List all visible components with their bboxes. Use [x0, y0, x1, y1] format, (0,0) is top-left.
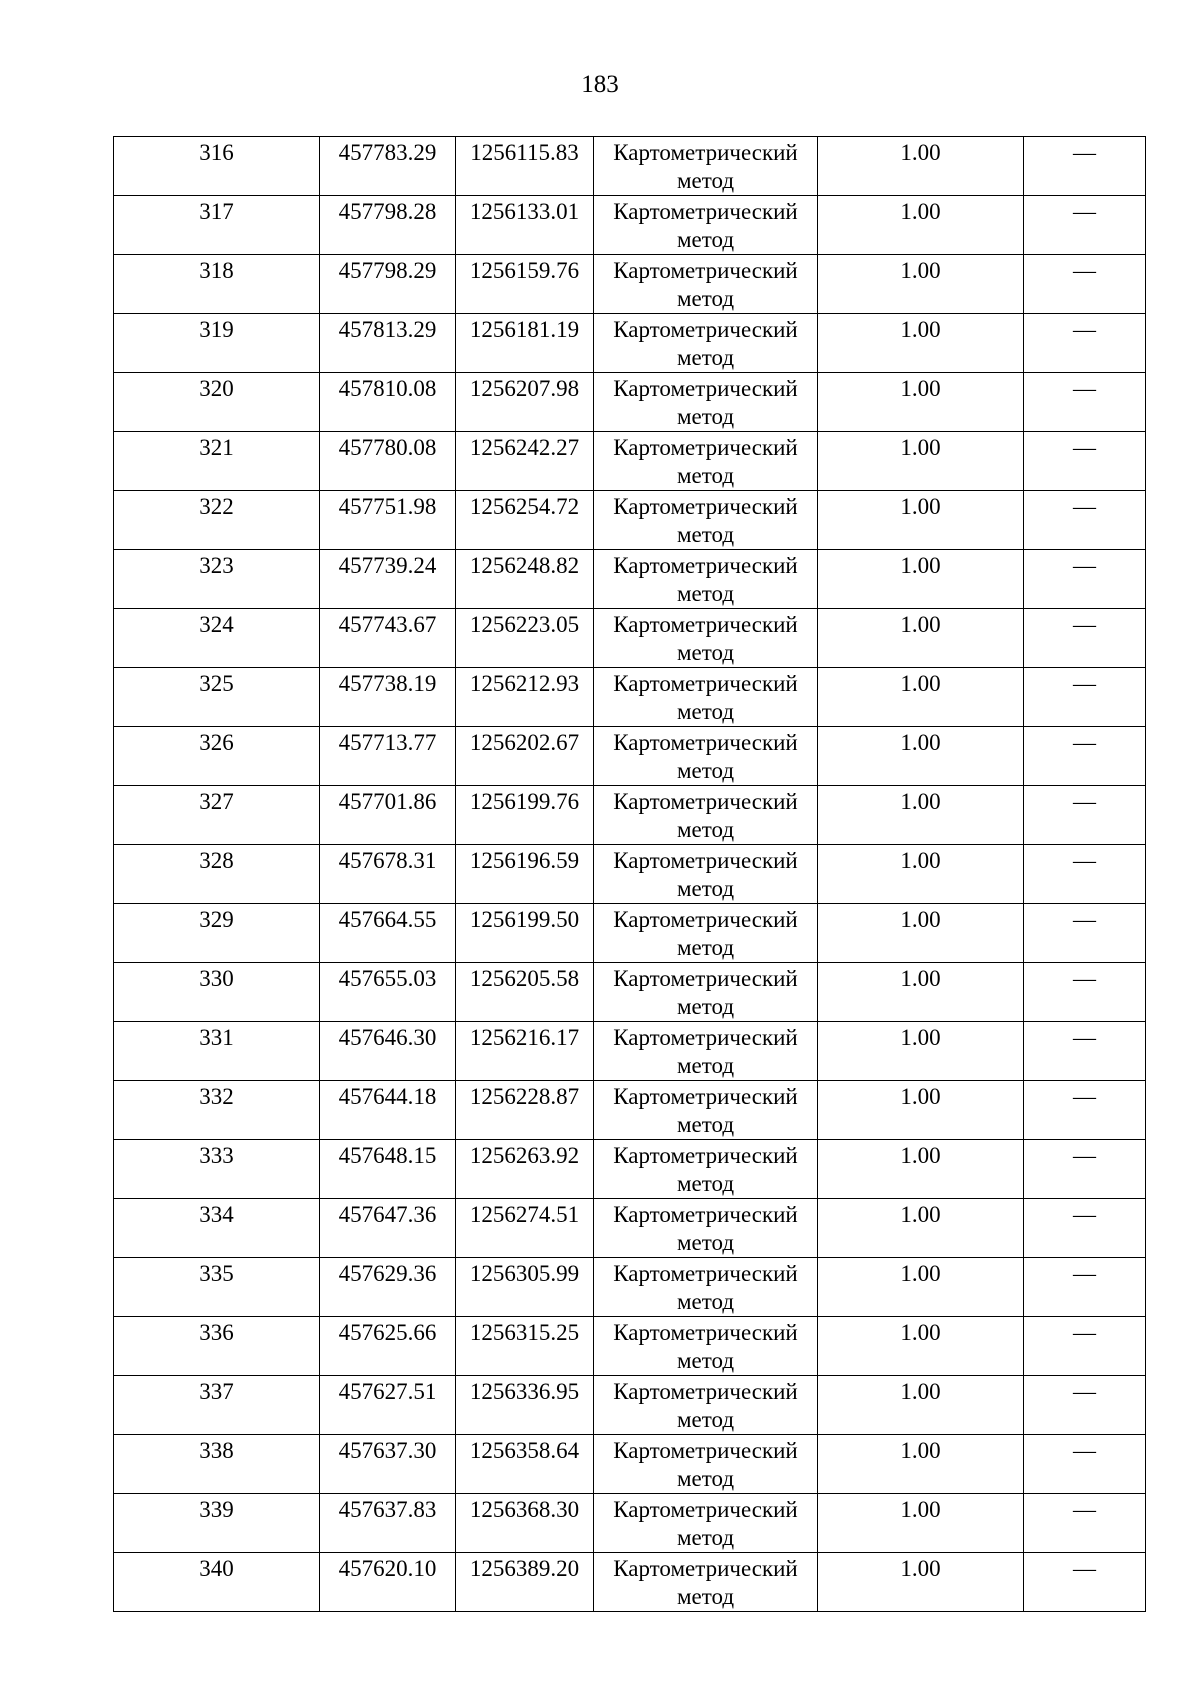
method-cell — [594, 845, 818, 904]
y-coordinate-cell: 1256199.76 — [456, 786, 594, 845]
accuracy-cell: 1.00 — [818, 1435, 1024, 1494]
method-line-1: Картометрический — [613, 907, 798, 932]
method-cell — [594, 1553, 818, 1612]
y-coordinate-cell: 1256205.58 — [456, 963, 594, 1022]
method-line-2: метод — [676, 286, 735, 311]
table-row — [114, 1494, 1146, 1553]
method-line-1: Картометрический — [613, 1497, 798, 1522]
point-number-cell: 338 — [114, 1435, 320, 1494]
method-cell — [594, 727, 818, 786]
method-cell — [594, 137, 818, 196]
table-row — [114, 550, 1146, 609]
accuracy-cell: 1.00 — [818, 550, 1024, 609]
method-line-2: метод — [676, 1407, 735, 1432]
y-coordinate-cell: 1256368.30 — [456, 1494, 594, 1553]
accuracy-cell: 1.00 — [818, 963, 1024, 1022]
table-row — [114, 1199, 1146, 1258]
method-line-2: метод — [676, 345, 735, 370]
point-number-cell: 319 — [114, 314, 320, 373]
accuracy-cell: 1.00 — [818, 727, 1024, 786]
method-line-2: метод — [676, 1466, 735, 1491]
x-coordinate-cell: 457625.66 — [320, 1317, 456, 1376]
note-cell: — — [1024, 904, 1146, 963]
method-cell — [594, 1494, 818, 1553]
x-coordinate-cell: 457646.30 — [320, 1022, 456, 1081]
method-line-1: Картометрический — [613, 1143, 798, 1168]
method-line-2: метод — [676, 1053, 735, 1078]
method-line-2: метод — [676, 1525, 735, 1550]
method-line-2: метод — [676, 463, 735, 488]
method-cell — [594, 491, 818, 550]
table-row — [114, 373, 1146, 432]
x-coordinate-cell: 457798.28 — [320, 196, 456, 255]
point-number-cell: 328 — [114, 845, 320, 904]
table-row — [114, 845, 1146, 904]
point-number-cell: 334 — [114, 1199, 320, 1258]
accuracy-cell: 1.00 — [818, 137, 1024, 196]
method-line-2: метод — [676, 817, 735, 842]
method-cell — [594, 1376, 818, 1435]
point-number-cell: 318 — [114, 255, 320, 314]
method-line-2: метод — [676, 876, 735, 901]
note-cell: — — [1024, 1317, 1146, 1376]
table-row — [114, 1317, 1146, 1376]
accuracy-cell: 1.00 — [818, 373, 1024, 432]
x-coordinate-cell: 457637.83 — [320, 1494, 456, 1553]
y-coordinate-cell: 1256181.19 — [456, 314, 594, 373]
point-number-cell: 330 — [114, 963, 320, 1022]
accuracy-cell: 1.00 — [818, 845, 1024, 904]
y-coordinate-cell: 1256202.67 — [456, 727, 594, 786]
note-cell: — — [1024, 1553, 1146, 1612]
y-coordinate-cell: 1256133.01 — [456, 196, 594, 255]
y-coordinate-cell: 1256242.27 — [456, 432, 594, 491]
note-cell: — — [1024, 727, 1146, 786]
method-line-2: метод — [676, 522, 735, 547]
method-line-2: метод — [676, 1112, 735, 1137]
method-line-2: метод — [676, 1171, 735, 1196]
y-coordinate-cell: 1256196.59 — [456, 845, 594, 904]
method-cell — [594, 1140, 818, 1199]
note-cell: — — [1024, 1140, 1146, 1199]
point-number-cell: 332 — [114, 1081, 320, 1140]
method-line-1: Картометрический — [613, 553, 798, 578]
method-cell — [594, 609, 818, 668]
y-coordinate-cell: 1256389.20 — [456, 1553, 594, 1612]
accuracy-cell: 1.00 — [818, 432, 1024, 491]
method-line-2: метод — [676, 1348, 735, 1373]
method-cell — [594, 1435, 818, 1494]
x-coordinate-cell: 457637.30 — [320, 1435, 456, 1494]
accuracy-cell: 1.00 — [818, 1494, 1024, 1553]
note-cell: — — [1024, 255, 1146, 314]
note-cell: — — [1024, 550, 1146, 609]
accuracy-cell: 1.00 — [818, 1199, 1024, 1258]
method-line-1: Картометрический — [613, 730, 798, 755]
note-cell: — — [1024, 1258, 1146, 1317]
method-cell — [594, 1258, 818, 1317]
y-coordinate-cell: 1256159.76 — [456, 255, 594, 314]
method-line-1: Картометрический — [613, 140, 798, 165]
table-row — [114, 255, 1146, 314]
method-line-2: метод — [676, 994, 735, 1019]
method-line-1: Картометрический — [613, 494, 798, 519]
x-coordinate-cell: 457620.10 — [320, 1553, 456, 1612]
method-cell — [594, 1081, 818, 1140]
table-row — [114, 137, 1146, 196]
y-coordinate-cell: 1256216.17 — [456, 1022, 594, 1081]
accuracy-cell: 1.00 — [818, 491, 1024, 550]
table-row — [114, 727, 1146, 786]
method-cell — [594, 1199, 818, 1258]
accuracy-cell: 1.00 — [818, 668, 1024, 727]
note-cell: — — [1024, 1081, 1146, 1140]
accuracy-cell: 1.00 — [818, 1376, 1024, 1435]
method-line-1: Картометрический — [613, 199, 798, 224]
x-coordinate-cell: 457701.86 — [320, 786, 456, 845]
method-line-1: Картометрический — [613, 966, 798, 991]
method-line-2: метод — [676, 1289, 735, 1314]
method-line-1: Картометрический — [613, 317, 798, 342]
y-coordinate-cell: 1256199.50 — [456, 904, 594, 963]
y-coordinate-cell: 1256207.98 — [456, 373, 594, 432]
note-cell: — — [1024, 491, 1146, 550]
note-cell: — — [1024, 373, 1146, 432]
table-row — [114, 1553, 1146, 1612]
method-line-1: Картометрический — [613, 1320, 798, 1345]
note-cell: — — [1024, 845, 1146, 904]
method-line-1: Картометрический — [613, 848, 798, 873]
method-line-2: метод — [676, 935, 735, 960]
x-coordinate-cell: 457627.51 — [320, 1376, 456, 1435]
method-line-2: метод — [676, 404, 735, 429]
method-line-1: Картометрический — [613, 671, 798, 696]
method-cell — [594, 196, 818, 255]
method-line-2: метод — [676, 1230, 735, 1255]
x-coordinate-cell: 457647.36 — [320, 1199, 456, 1258]
x-coordinate-cell: 457713.77 — [320, 727, 456, 786]
page-number: 183 — [581, 71, 619, 98]
accuracy-cell: 1.00 — [818, 196, 1024, 255]
method-line-1: Картометрический — [613, 376, 798, 401]
table-row — [114, 1081, 1146, 1140]
note-cell: — — [1024, 1376, 1146, 1435]
x-coordinate-cell: 457810.08 — [320, 373, 456, 432]
point-number-cell: 327 — [114, 786, 320, 845]
note-cell: — — [1024, 137, 1146, 196]
table-row — [114, 1435, 1146, 1494]
x-coordinate-cell: 457629.36 — [320, 1258, 456, 1317]
y-coordinate-cell: 1256358.64 — [456, 1435, 594, 1494]
y-coordinate-cell: 1256336.95 — [456, 1376, 594, 1435]
x-coordinate-cell: 457783.29 — [320, 137, 456, 196]
method-cell — [594, 1317, 818, 1376]
accuracy-cell: 1.00 — [818, 786, 1024, 845]
x-coordinate-cell: 457678.31 — [320, 845, 456, 904]
note-cell: — — [1024, 314, 1146, 373]
accuracy-cell: 1.00 — [818, 314, 1024, 373]
y-coordinate-cell: 1256212.93 — [456, 668, 594, 727]
accuracy-cell: 1.00 — [818, 1258, 1024, 1317]
accuracy-cell: 1.00 — [818, 1140, 1024, 1199]
accuracy-cell: 1.00 — [818, 609, 1024, 668]
point-number-cell: 324 — [114, 609, 320, 668]
x-coordinate-cell: 457798.29 — [320, 255, 456, 314]
point-number-cell: 335 — [114, 1258, 320, 1317]
point-number-cell: 340 — [114, 1553, 320, 1612]
y-coordinate-cell: 1256254.72 — [456, 491, 594, 550]
x-coordinate-cell: 457813.29 — [320, 314, 456, 373]
point-number-cell: 333 — [114, 1140, 320, 1199]
method-cell — [594, 550, 818, 609]
point-number-cell: 336 — [114, 1317, 320, 1376]
method-line-1: Картометрический — [613, 789, 798, 814]
y-coordinate-cell: 1256305.99 — [456, 1258, 594, 1317]
note-cell: — — [1024, 786, 1146, 845]
table-row — [114, 786, 1146, 845]
method-line-1: Картометрический — [613, 612, 798, 637]
method-cell — [594, 786, 818, 845]
method-line-2: метод — [676, 581, 735, 606]
method-line-2: метод — [676, 168, 735, 193]
table-row — [114, 668, 1146, 727]
table-row — [114, 609, 1146, 668]
coordinates-table-body — [114, 137, 1146, 1612]
x-coordinate-cell: 457739.24 — [320, 550, 456, 609]
accuracy-cell: 1.00 — [818, 1081, 1024, 1140]
method-cell — [594, 668, 818, 727]
point-number-cell: 339 — [114, 1494, 320, 1553]
method-line-1: Картометрический — [613, 1084, 798, 1109]
point-number-cell: 337 — [114, 1376, 320, 1435]
accuracy-cell: 1.00 — [818, 1553, 1024, 1612]
point-number-cell: 322 — [114, 491, 320, 550]
method-line-2: метод — [676, 758, 735, 783]
accuracy-cell: 1.00 — [818, 1317, 1024, 1376]
y-coordinate-cell: 1256248.82 — [456, 550, 594, 609]
table-row — [114, 1258, 1146, 1317]
note-cell: — — [1024, 1022, 1146, 1081]
x-coordinate-cell: 457738.19 — [320, 668, 456, 727]
method-line-1: Картометрический — [613, 1202, 798, 1227]
y-coordinate-cell: 1256263.92 — [456, 1140, 594, 1199]
x-coordinate-cell: 457644.18 — [320, 1081, 456, 1140]
point-number-cell: 329 — [114, 904, 320, 963]
note-cell: — — [1024, 963, 1146, 1022]
point-number-cell: 323 — [114, 550, 320, 609]
x-coordinate-cell: 457664.55 — [320, 904, 456, 963]
table-row — [114, 904, 1146, 963]
coordinates-table — [113, 136, 1146, 1612]
x-coordinate-cell: 457648.15 — [320, 1140, 456, 1199]
method-line-2: метод — [676, 1584, 735, 1609]
accuracy-cell: 1.00 — [818, 255, 1024, 314]
table-row — [114, 963, 1146, 1022]
y-coordinate-cell: 1256274.51 — [456, 1199, 594, 1258]
y-coordinate-cell: 1256223.05 — [456, 609, 594, 668]
y-coordinate-cell: 1256315.25 — [456, 1317, 594, 1376]
method-cell — [594, 255, 818, 314]
method-line-1: Картометрический — [613, 1379, 798, 1404]
point-number-cell: 316 — [114, 137, 320, 196]
table-row — [114, 196, 1146, 255]
table-row — [114, 432, 1146, 491]
method-line-1: Картометрический — [613, 1025, 798, 1050]
note-cell: — — [1024, 609, 1146, 668]
point-number-cell: 321 — [114, 432, 320, 491]
point-number-cell: 326 — [114, 727, 320, 786]
y-coordinate-cell: 1256228.87 — [456, 1081, 594, 1140]
point-number-cell: 331 — [114, 1022, 320, 1081]
method-line-2: метод — [676, 227, 735, 252]
y-coordinate-cell: 1256115.83 — [456, 137, 594, 196]
table-row — [114, 314, 1146, 373]
method-cell — [594, 904, 818, 963]
method-cell — [594, 963, 818, 1022]
table-row — [114, 491, 1146, 550]
point-number-cell: 317 — [114, 196, 320, 255]
point-number-cell: 325 — [114, 668, 320, 727]
method-line-1: Картометрический — [613, 435, 798, 460]
x-coordinate-cell: 457655.03 — [320, 963, 456, 1022]
method-cell — [594, 1022, 818, 1081]
method-line-1: Картометрический — [613, 1438, 798, 1463]
note-cell: — — [1024, 1494, 1146, 1553]
accuracy-cell: 1.00 — [818, 1022, 1024, 1081]
table-row — [114, 1376, 1146, 1435]
point-number-cell: 320 — [114, 373, 320, 432]
accuracy-cell: 1.00 — [818, 904, 1024, 963]
x-coordinate-cell: 457780.08 — [320, 432, 456, 491]
method-cell — [594, 314, 818, 373]
method-line-1: Картометрический — [613, 1261, 798, 1286]
method-cell — [594, 373, 818, 432]
note-cell: — — [1024, 1435, 1146, 1494]
note-cell: — — [1024, 196, 1146, 255]
x-coordinate-cell: 457743.67 — [320, 609, 456, 668]
note-cell: — — [1024, 432, 1146, 491]
note-cell: — — [1024, 1199, 1146, 1258]
note-cell: — — [1024, 668, 1146, 727]
table-row — [114, 1140, 1146, 1199]
method-cell — [594, 432, 818, 491]
method-line-2: метод — [676, 640, 735, 665]
method-line-1: Картометрический — [613, 258, 798, 283]
x-coordinate-cell: 457751.98 — [320, 491, 456, 550]
method-line-2: метод — [676, 699, 735, 724]
method-line-1: Картометрический — [613, 1556, 798, 1581]
table-row — [114, 1022, 1146, 1081]
